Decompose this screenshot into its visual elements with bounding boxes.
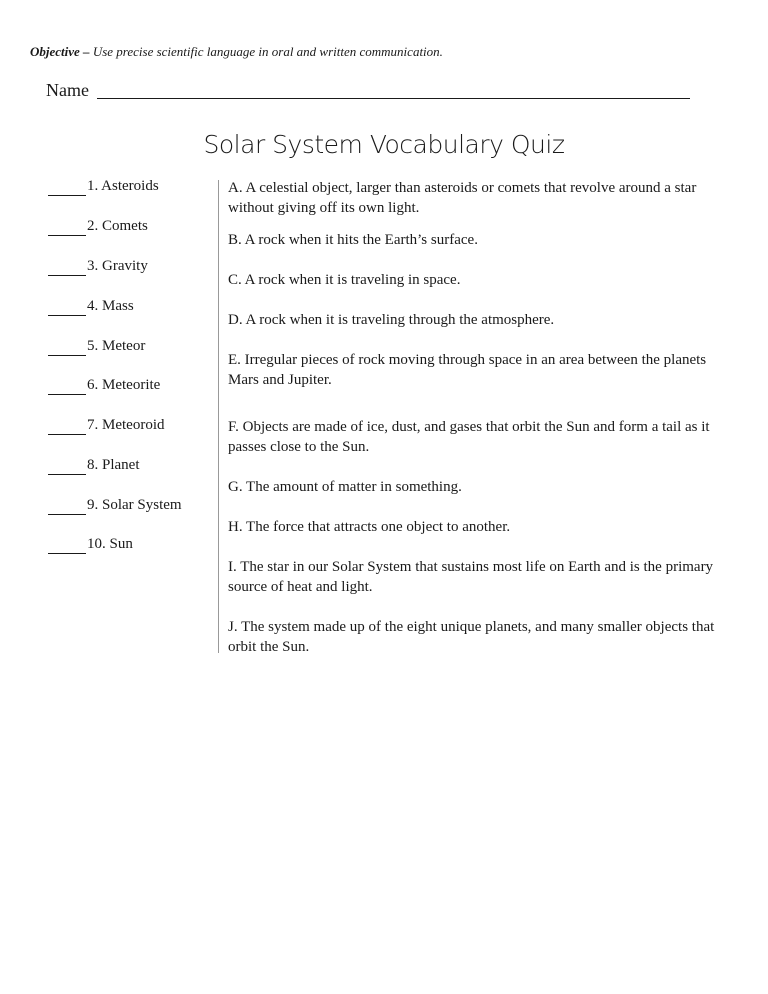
- definition-item: G. The amount of matter in something.: [228, 479, 462, 495]
- term-label: 9. Solar System: [87, 497, 182, 513]
- answer-blank[interactable]: [48, 417, 86, 435]
- objective-label: Objective –: [30, 44, 90, 59]
- objective-text: Use precise scientific language in oral and written communication.: [92, 44, 443, 59]
- answer-blank[interactable]: [48, 178, 86, 196]
- term-item: [48, 298, 134, 316]
- definition-item: I. The star in our Solar System that sustains most life on Earth and is the primary source of heat and light.: [228, 559, 714, 595]
- answer-blank[interactable]: [48, 377, 86, 395]
- term-item: [48, 497, 182, 515]
- term-item: [48, 338, 145, 356]
- definition-item: J. The system made up of the eight unique planets, and many smaller objects that orbit the Sun.: [228, 619, 715, 655]
- term-item: [48, 178, 159, 196]
- term-label: 7. Meteoroid: [87, 417, 165, 433]
- term-label: 1. Asteroids: [87, 178, 159, 194]
- term-item: [48, 417, 164, 435]
- answer-blank[interactable]: [48, 457, 86, 475]
- definition-item: B. A rock when it hits the Earth’s surface.: [228, 232, 478, 248]
- definition-item: E. Irregular pieces of rock moving through space in an area between the planets Mars and Jupiter.: [228, 352, 707, 388]
- term-label: 4. Mass: [87, 298, 134, 314]
- term-label: 3. Gravity: [87, 258, 148, 274]
- definition-item: H. The force that attracts one object to another.: [228, 519, 511, 535]
- answer-blank[interactable]: [48, 497, 86, 515]
- answer-blank[interactable]: [48, 536, 86, 554]
- answer-blank[interactable]: [48, 218, 86, 236]
- definition-item: D. A rock when it is traveling through the atmosphere.: [228, 312, 555, 328]
- definition-item: A. A celestial object, larger than asteroids or comets that revolve around a star without giving off its own light.: [228, 180, 697, 216]
- page-title: Solar System Vocabulary Quiz: [203, 130, 565, 159]
- term-item: [48, 536, 133, 554]
- term-item: [48, 218, 148, 236]
- term-label: 8. Planet: [87, 457, 140, 473]
- definition-item: C. A rock when it is traveling in space.: [228, 272, 461, 288]
- term-item: [48, 377, 160, 395]
- objective: [30, 44, 443, 60]
- name-field[interactable]: [97, 98, 690, 99]
- column-divider: [218, 180, 219, 653]
- name-label: Name: [46, 80, 89, 100]
- term-label: 5. Meteor: [87, 338, 146, 354]
- term-label: 6. Meteorite: [87, 377, 161, 393]
- term-item: [48, 258, 148, 276]
- answer-blank[interactable]: [48, 338, 86, 356]
- answer-blank[interactable]: [48, 298, 86, 316]
- answer-blank[interactable]: [48, 258, 86, 276]
- term-label: 10. Sun: [87, 536, 133, 552]
- term-item: [48, 457, 140, 475]
- definition-item: F. Objects are made of ice, dust, and gases that orbit the Sun and form a tail as it passes close to the Sun.: [228, 419, 710, 455]
- term-label: 2. Comets: [87, 218, 148, 234]
